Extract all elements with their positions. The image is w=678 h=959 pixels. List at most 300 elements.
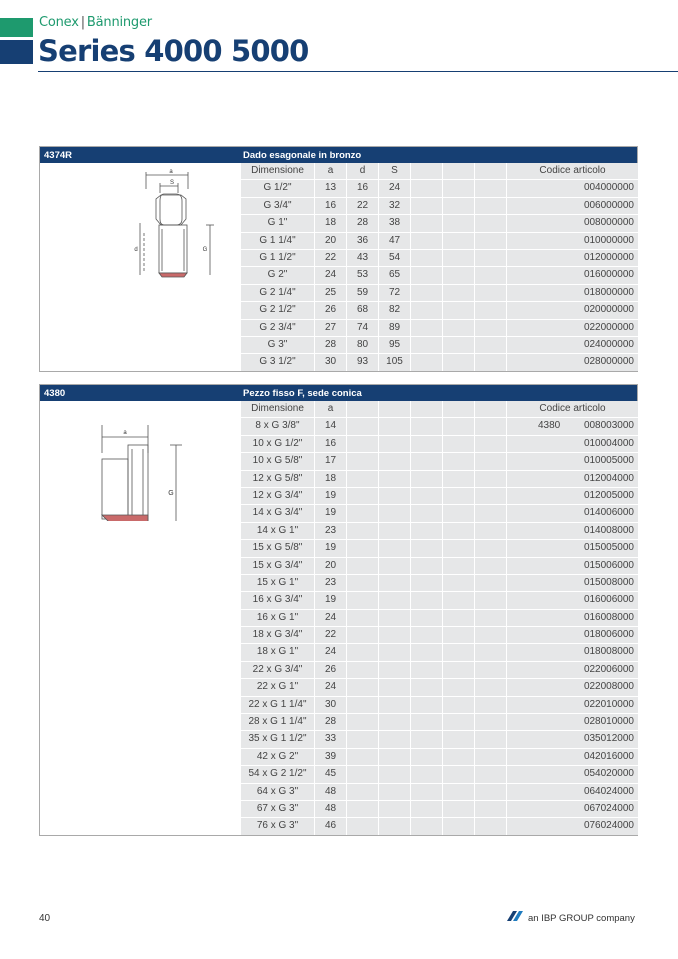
empty-cell	[379, 818, 411, 834]
column-header-dimensione: Dimensione	[241, 401, 315, 417]
empty-cell	[411, 180, 443, 196]
cell-codice-wrap	[507, 488, 638, 504]
empty-cell	[443, 488, 475, 504]
cell-a: 18	[315, 215, 347, 231]
table-row	[241, 180, 638, 197]
empty-cell	[475, 627, 507, 643]
brand-tab-blue	[0, 40, 33, 64]
empty-cell	[379, 766, 411, 782]
table-row	[241, 558, 638, 575]
cell-codice: 010005000	[583, 455, 634, 467]
empty-cell	[475, 488, 507, 504]
cell-s: 105	[379, 354, 411, 370]
empty-cell	[379, 714, 411, 730]
table-row	[241, 488, 638, 505]
brand-name-left: Conex	[39, 15, 79, 30]
cell-dimensione: G 2"	[241, 267, 315, 283]
cell-codice: 008000000	[583, 217, 634, 229]
empty-cell	[411, 662, 443, 678]
brand-tab-green	[0, 18, 33, 37]
cell-a: 27	[315, 320, 347, 336]
cell-dimensione: 10 x G 5/8"	[241, 453, 315, 469]
empty-cell	[475, 610, 507, 626]
empty-cell	[443, 215, 475, 231]
empty-cell	[475, 354, 507, 370]
table-row	[241, 766, 638, 783]
cell-codice: 012005000	[583, 489, 634, 501]
empty-cell	[443, 749, 475, 765]
cell-codice-wrap	[507, 320, 638, 336]
cell-codice: 022008000	[583, 681, 634, 693]
cell-codice: 022006000	[583, 663, 634, 675]
cell-a: 30	[315, 354, 347, 370]
cell-a: 13	[315, 180, 347, 196]
cell-d: 28	[347, 215, 379, 231]
empty-cell	[379, 488, 411, 504]
table-row	[241, 453, 638, 470]
empty-cell	[475, 662, 507, 678]
empty-cell	[443, 540, 475, 556]
empty-cell	[443, 418, 475, 434]
cell-a: 20	[315, 233, 347, 249]
cell-a: 19	[315, 505, 347, 521]
cell-d: 16	[347, 180, 379, 196]
cell-codice: 010004000	[583, 437, 634, 449]
empty-cell	[443, 801, 475, 817]
empty-cell	[379, 627, 411, 643]
table-row	[241, 505, 638, 522]
cell-codice-wrap	[507, 766, 638, 782]
empty-cell	[347, 731, 379, 747]
empty-cell	[411, 337, 443, 353]
empty-cell	[475, 558, 507, 574]
cell-a: 25	[315, 285, 347, 301]
cell-codice: 035012000	[583, 733, 634, 745]
table-row	[241, 233, 638, 250]
cell-dimensione: 12 x G 5/8"	[241, 471, 315, 487]
empty-cell	[411, 488, 443, 504]
product-description: Dado esagonale in bronzo	[243, 150, 362, 161]
column-header-s: S	[379, 163, 411, 179]
table-body	[40, 401, 637, 835]
cell-s: 24	[379, 180, 411, 196]
cell-a: 24	[315, 679, 347, 695]
cell-codice-wrap	[507, 285, 638, 301]
cell-codice: 012000000	[583, 251, 634, 263]
empty-cell	[411, 198, 443, 214]
cell-dimensione: 18 x G 1"	[241, 644, 315, 660]
cell-a: 33	[315, 731, 347, 747]
empty-cell	[411, 285, 443, 301]
empty-cell	[379, 697, 411, 713]
empty-cell	[443, 320, 475, 336]
empty-cell	[379, 592, 411, 608]
cell-dimensione: G 3 1/2"	[241, 354, 315, 370]
column-header-codice: Codice articolo	[539, 165, 606, 176]
cell-d: 43	[347, 250, 379, 266]
cell-codice-wrap	[507, 818, 638, 834]
empty-cell	[443, 662, 475, 678]
empty-cell	[411, 453, 443, 469]
table-row	[241, 285, 638, 302]
cell-a: 23	[315, 523, 347, 539]
empty-cell	[443, 453, 475, 469]
empty-cell	[411, 818, 443, 834]
cell-dimensione: 12 x G 3/4"	[241, 488, 315, 504]
empty-cell	[347, 801, 379, 817]
empty-cell	[475, 215, 507, 231]
cell-codice-wrap	[507, 749, 638, 765]
ibp-logo-icon	[505, 910, 525, 922]
cell-a: 26	[315, 302, 347, 318]
dim-label-g: G	[168, 490, 174, 497]
table-row	[241, 540, 638, 557]
empty-cell	[443, 163, 475, 179]
empty-cell	[411, 731, 443, 747]
cell-codice: 028000000	[583, 356, 634, 368]
column-header-row	[241, 163, 638, 180]
empty-cell	[443, 198, 475, 214]
cell-d: 80	[347, 337, 379, 353]
empty-cell	[475, 679, 507, 695]
empty-cell	[411, 436, 443, 452]
empty-cell	[475, 180, 507, 196]
table-row	[241, 679, 638, 696]
cell-codice-wrap	[507, 540, 638, 556]
empty-cell	[443, 180, 475, 196]
table-row	[241, 784, 638, 801]
cell-s: 32	[379, 198, 411, 214]
cell-codice: 076024000	[583, 820, 634, 832]
cell-dimensione: 54 x G 2 1/2"	[241, 766, 315, 782]
empty-cell	[411, 766, 443, 782]
table-body	[40, 163, 637, 371]
empty-cell	[443, 523, 475, 539]
table-row	[241, 697, 638, 714]
dim-label-a: a	[169, 169, 173, 175]
cell-a: 19	[315, 592, 347, 608]
empty-cell	[347, 453, 379, 469]
cell-dimensione: G 3"	[241, 337, 315, 353]
cell-d: 22	[347, 198, 379, 214]
empty-cell	[411, 592, 443, 608]
cell-dimensione: 22 x G 1 1/4"	[241, 697, 315, 713]
cell-codice-wrap	[507, 644, 638, 660]
empty-cell	[475, 436, 507, 452]
table-row	[241, 627, 638, 644]
product-code: 4380	[44, 388, 66, 399]
cell-codice-prefix: 4380	[538, 420, 561, 432]
cell-dimensione: 8 x G 3/8"	[241, 418, 315, 434]
cell-dimensione: G 2 1/2"	[241, 302, 315, 318]
cell-codice-wrap	[507, 418, 638, 434]
cell-dimensione: 14 x G 1"	[241, 523, 315, 539]
column-header-row	[241, 401, 638, 418]
cell-codice: 018008000	[583, 646, 634, 658]
dim-label-a: a	[123, 430, 127, 436]
cell-codice: 016000000	[583, 269, 634, 281]
column-header-codice: Codice articolo	[539, 403, 606, 414]
empty-cell	[347, 575, 379, 591]
empty-cell	[411, 540, 443, 556]
empty-cell	[443, 575, 475, 591]
cell-dimensione: 18 x G 3/4"	[241, 627, 315, 643]
empty-cell	[379, 662, 411, 678]
empty-cell	[475, 505, 507, 521]
cell-dimensione: 15 x G 1"	[241, 575, 315, 591]
empty-cell	[379, 784, 411, 800]
empty-cell	[475, 453, 507, 469]
empty-cell	[475, 731, 507, 747]
empty-cell	[347, 558, 379, 574]
cell-a: 24	[315, 610, 347, 626]
empty-cell	[347, 714, 379, 730]
empty-cell	[347, 610, 379, 626]
cell-d: 53	[347, 267, 379, 283]
product-description: Pezzo fisso F, sede conica	[243, 388, 362, 399]
empty-cell	[475, 818, 507, 834]
empty-cell	[475, 471, 507, 487]
empty-cell	[411, 267, 443, 283]
cell-codice: 028010000	[583, 716, 634, 728]
empty-cell	[443, 337, 475, 353]
cell-a: 17	[315, 453, 347, 469]
empty-cell	[443, 610, 475, 626]
brand-separator: |	[80, 15, 85, 30]
empty-cell	[475, 198, 507, 214]
empty-cell	[475, 523, 507, 539]
empty-cell	[379, 471, 411, 487]
table-row	[241, 436, 638, 453]
cell-codice-wrap	[507, 337, 638, 353]
brand-name-right: Bänninger	[86, 15, 152, 30]
cell-d: 68	[347, 302, 379, 318]
cell-d: 74	[347, 320, 379, 336]
cell-codice-wrap	[507, 505, 638, 521]
product-table-4374r	[39, 146, 638, 372]
empty-cell	[443, 354, 475, 370]
cell-a: 24	[315, 267, 347, 283]
table-header-bar	[40, 385, 637, 401]
empty-cell	[411, 471, 443, 487]
table-row	[241, 354, 638, 370]
cell-codice-wrap	[507, 784, 638, 800]
table-row	[241, 250, 638, 267]
empty-cell	[475, 575, 507, 591]
empty-cell	[347, 818, 379, 834]
company-tagline: an IBP GROUP company	[528, 913, 635, 924]
cell-a: 28	[315, 337, 347, 353]
cell-a: 19	[315, 540, 347, 556]
empty-cell	[443, 558, 475, 574]
empty-cell	[411, 714, 443, 730]
conical-seat-drawing	[40, 401, 241, 521]
cell-codice: 064024000	[583, 785, 634, 797]
empty-cell	[475, 302, 507, 318]
empty-cell	[379, 731, 411, 747]
empty-cell	[411, 644, 443, 660]
table-row	[241, 818, 638, 834]
table-row	[241, 302, 638, 319]
cell-codice: 024000000	[583, 338, 634, 350]
cell-a: 20	[315, 558, 347, 574]
cell-a: 22	[315, 250, 347, 266]
product-drawing-cell	[40, 163, 241, 371]
cell-codice-wrap	[507, 697, 638, 713]
page-title: Series 4000 5000	[38, 34, 309, 68]
cell-dimensione: G 2 1/4"	[241, 285, 315, 301]
cell-a: 22	[315, 627, 347, 643]
table-row	[241, 198, 638, 215]
cell-codice-wrap	[507, 627, 638, 643]
cell-codice: 022010000	[583, 698, 634, 710]
empty-cell	[443, 627, 475, 643]
cell-a: 28	[315, 714, 347, 730]
empty-cell	[379, 801, 411, 817]
cell-codice-wrap	[507, 436, 638, 452]
empty-cell	[443, 505, 475, 521]
empty-cell	[411, 575, 443, 591]
empty-cell	[379, 523, 411, 539]
empty-cell	[411, 401, 443, 417]
cell-a: 19	[315, 488, 347, 504]
cell-codice-wrap	[507, 354, 638, 370]
empty-cell	[379, 575, 411, 591]
empty-cell	[443, 436, 475, 452]
cell-dimensione: 64 x G 3"	[241, 784, 315, 800]
cell-codice-wrap	[507, 662, 638, 678]
cell-dimensione: 10 x G 1/2"	[241, 436, 315, 452]
cell-codice: 014006000	[583, 507, 634, 519]
column-header-d: d	[347, 163, 379, 179]
cell-dimensione: 22 x G 1"	[241, 679, 315, 695]
empty-cell	[347, 436, 379, 452]
empty-cell	[475, 267, 507, 283]
cell-codice: 015008000	[583, 576, 634, 588]
cell-codice: 016008000	[583, 611, 634, 623]
empty-cell	[475, 233, 507, 249]
cell-codice-wrap	[507, 198, 638, 214]
cell-dimensione: G 1"	[241, 215, 315, 231]
cell-a: 18	[315, 471, 347, 487]
cell-a: 23	[315, 575, 347, 591]
table-row	[241, 592, 638, 609]
cell-codice: 042016000	[583, 750, 634, 762]
empty-cell	[443, 644, 475, 660]
cell-codice-wrap	[507, 180, 638, 196]
empty-cell	[475, 540, 507, 556]
cell-codice-wrap	[507, 523, 638, 539]
empty-cell	[347, 679, 379, 695]
cell-dimensione: 28 x G 1 1/4"	[241, 714, 315, 730]
cell-codice-wrap	[507, 471, 638, 487]
empty-cell	[411, 558, 443, 574]
empty-cell	[411, 523, 443, 539]
table-row	[241, 418, 638, 435]
cell-a: 48	[315, 784, 347, 800]
table-row	[241, 644, 638, 661]
cell-codice: 015006000	[583, 559, 634, 571]
empty-cell	[411, 505, 443, 521]
cell-s: 38	[379, 215, 411, 231]
empty-cell	[475, 337, 507, 353]
empty-cell	[443, 714, 475, 730]
cell-a: 16	[315, 436, 347, 452]
empty-cell	[411, 163, 443, 179]
product-table-4380	[39, 384, 638, 836]
empty-cell	[443, 302, 475, 318]
cell-codice: 015005000	[583, 542, 634, 554]
product-drawing-cell	[40, 401, 241, 835]
cell-a: 16	[315, 198, 347, 214]
cell-s: 47	[379, 233, 411, 249]
empty-cell	[411, 354, 443, 370]
empty-cell	[443, 285, 475, 301]
empty-cell	[475, 644, 507, 660]
cell-s: 54	[379, 250, 411, 266]
empty-cell	[347, 540, 379, 556]
column-header-a: a	[315, 163, 347, 179]
empty-cell	[379, 505, 411, 521]
cell-codice-wrap	[507, 558, 638, 574]
empty-cell	[347, 697, 379, 713]
empty-cell	[379, 418, 411, 434]
empty-cell	[347, 505, 379, 521]
empty-cell	[347, 488, 379, 504]
brand-name	[39, 15, 152, 30]
empty-cell	[475, 163, 507, 179]
empty-cell	[443, 784, 475, 800]
cell-dimensione: 16 x G 3/4"	[241, 592, 315, 608]
empty-cell	[443, 401, 475, 417]
cell-codice-wrap	[507, 453, 638, 469]
cell-a: 30	[315, 697, 347, 713]
table-row	[241, 471, 638, 488]
empty-cell	[475, 418, 507, 434]
table-row	[241, 714, 638, 731]
empty-cell	[443, 471, 475, 487]
page-number: 40	[39, 913, 51, 924]
empty-cell	[379, 610, 411, 626]
empty-cell	[347, 766, 379, 782]
cell-codice: 067024000	[583, 802, 634, 814]
empty-cell	[411, 610, 443, 626]
empty-cell	[475, 766, 507, 782]
cell-d: 93	[347, 354, 379, 370]
cell-codice: 004000000	[583, 182, 634, 194]
empty-cell	[379, 749, 411, 765]
table-row	[241, 267, 638, 284]
cell-codice: 010000000	[583, 234, 634, 246]
cell-codice-wrap	[507, 801, 638, 817]
cell-a: 45	[315, 766, 347, 782]
empty-cell	[379, 644, 411, 660]
cell-dimensione: 15 x G 3/4"	[241, 558, 315, 574]
table-row	[241, 215, 638, 232]
empty-cell	[443, 250, 475, 266]
empty-cell	[411, 215, 443, 231]
empty-cell	[379, 679, 411, 695]
empty-cell	[443, 267, 475, 283]
empty-cell	[411, 250, 443, 266]
cell-codice: 008003000	[583, 420, 634, 432]
cell-s: 65	[379, 267, 411, 283]
cell-dimensione: G 1/2"	[241, 180, 315, 196]
empty-cell	[347, 644, 379, 660]
cell-codice-wrap	[507, 233, 638, 249]
empty-cell	[475, 697, 507, 713]
empty-cell	[411, 784, 443, 800]
